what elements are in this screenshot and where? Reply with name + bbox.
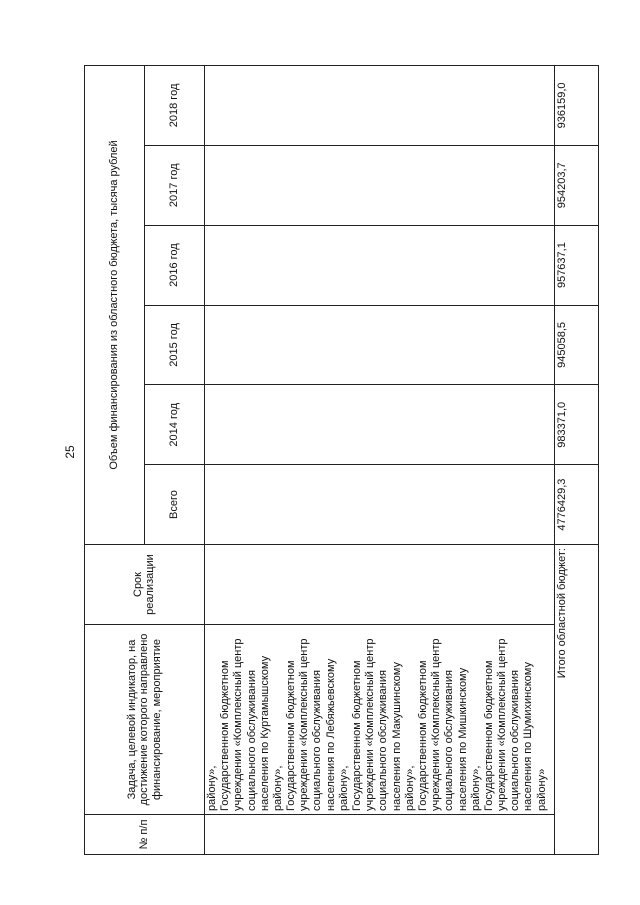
total-value-2016: 957637,1 xyxy=(554,225,598,305)
cell-2017 xyxy=(204,145,554,225)
header-year-2016: 2016 год xyxy=(144,225,204,305)
cell-2014 xyxy=(204,385,554,465)
header-year-2015: 2015 год xyxy=(144,305,204,385)
header-year-2017: 2017 год xyxy=(144,145,204,225)
cell-task-text: району», Государственном бюджетном учреждении «Комплексный центр социального обслуживания населения по Куртамышскому району», Государственном бюджетном учреждении «Комплексный центр социального обслуживания населения по Лебяжьевскому району», Государственном бюджетном учреждении «Комплексный центр социального обслуживания населения по Макушинскому району», Государственном бюджетном учреждении «Комплексный центр социального обслуживания населения по Мишкинскому району», Государственном бюджетном учреждении «Комплексный центр социального обслуживания населения по Шумихинскому району» xyxy=(204,625,554,815)
cell-2016 xyxy=(204,225,554,305)
cell-num xyxy=(204,815,554,855)
rotated-table-wrapper xyxy=(84,65,599,855)
total-value-2018: 936159,0 xyxy=(554,66,598,146)
header-year-2018: 2018 год xyxy=(144,66,204,146)
total-label: Итого областной бюджет: xyxy=(554,545,598,855)
cell-2015 xyxy=(204,305,554,385)
total-row xyxy=(554,66,598,855)
total-value-all: 4776429,3 xyxy=(554,465,598,545)
funding-table xyxy=(84,65,599,855)
header-funding: Объем финансирования из областного бюджета, тысяча рублей xyxy=(85,66,145,545)
total-value-2014: 983371,0 xyxy=(554,385,598,465)
header-task: Задача, целевой индикатор, на достижение которого направлено финансирование, мероприятие xyxy=(85,625,205,815)
page-number: 25 xyxy=(63,445,77,459)
total-value-2015: 945058,5 xyxy=(554,305,598,385)
header-row-1 xyxy=(85,66,145,855)
total-value-2017: 954203,7 xyxy=(554,145,598,225)
header-year-total: Всего xyxy=(144,465,204,545)
table-row xyxy=(204,66,554,855)
header-num: № п/п xyxy=(85,815,205,855)
cell-term xyxy=(204,545,554,625)
cell-2018 xyxy=(204,66,554,146)
header-term: Срок реализации xyxy=(85,545,205,625)
header-year-2014: 2014 год xyxy=(144,385,204,465)
cell-total xyxy=(204,465,554,545)
